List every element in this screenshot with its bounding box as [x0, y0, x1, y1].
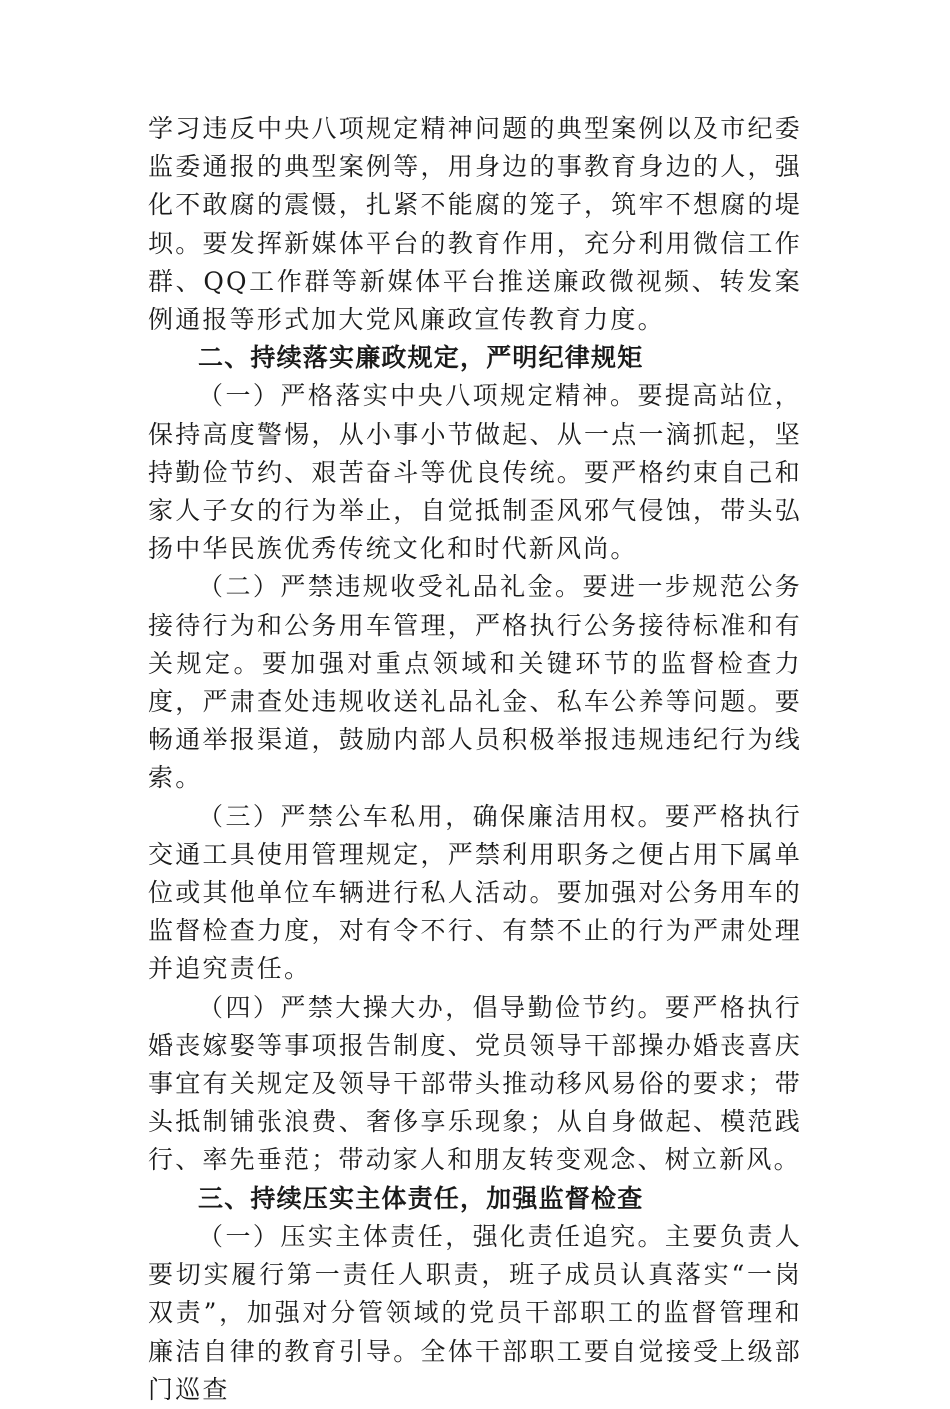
item-body-2-3: 要严格执行交通工具使用管理规定，严禁利用职务之便占用下属单位或其他单位车辆进行私人活动。要加强对公务用车的监督检查力度，对有令不行、有禁不止的行为严肃处理并追究责任。	[148, 801, 802, 984]
paragraph-item-2-3	[148, 798, 802, 989]
paragraph-item-2-2	[148, 568, 802, 797]
item-lead-2-3: （三）严禁公车私用，确保廉洁用权。	[198, 801, 665, 831]
item-lead-2-1: （一）严格落实中央八项规定精神。	[198, 381, 638, 411]
item-body-2-1: 要提高站位，保持高度警惕，从小事小节做起、从一点一滴抓起，坚持勤俭节约、艰苦奋斗等优良传统。要严格约束自己和家人子女的行为举止，自觉抵制歪风邪气侵蚀，带头弘扬中华民族优秀传统文化和时代新风尚。	[148, 381, 803, 564]
paragraph-education-continuation: 学习违反中央八项规定精神问题的典型案例以及市纪委监委通报的典型案例等，用身边的事教育身边的人，强化不敢腐的震慑，扎紧不能腐的笼子，筑牢不想腐的堤坝。要发挥新媒体平台的教育作用，充分利用微信工作群、QQ工作群等新媒体平台推送廉政微视频、转发案例通报等形式加大党风廉政宣传教育力度。	[148, 114, 802, 335]
item-lead-2-4: （四）严禁大操大办，倡导勤俭节约。	[198, 992, 665, 1022]
item-lead-2-2: （二）严禁违规收受礼品礼金。	[198, 572, 583, 602]
document-body	[148, 110, 802, 1409]
item-body-2-4: 要严格执行婚丧嫁娶等事项报告制度、党员领导干部操办婚丧喜庆事宜有关规定及领导干部带头推动移风易俗的要求；带头抵制铺张浪费、奢侈享乐现象；从自身做起、模范践行、率先垂范；带动家人和朋友转变观念、树立新风。	[148, 992, 802, 1175]
paragraph-item-2-1	[148, 377, 802, 568]
item-lead-3-1: （一）压实主体责任，强化责任追究。	[198, 1221, 665, 1251]
item-body-3-1: 主要负责人要切实履行第一责任人职责，班子成员认真落实“一岗双责”，加强对分管领域的党员干部职工的监督管理和廉洁自律的教育引导。全体干部职工要自觉接受上级部门巡查	[148, 1221, 802, 1404]
item-body-2-2: 要进一步规范公务接待行为和公务用车管理，严格执行公务接待标准和有关规定。要加强对重点领域和关键环节的监督检查力度，严肃查处违规收送礼品礼金、私车公养等问题。要畅通举报渠道，鼓励内部人员积极举报违规违纪行为线索。	[148, 572, 802, 793]
paragraph-item-2-4	[148, 989, 802, 1180]
paragraph-item-3-1	[148, 1218, 802, 1409]
section-heading-2: 二、持续落实廉政规定，严明纪律规矩	[198, 343, 644, 373]
section-heading-3: 三、持续压实主体责任，加强监督检查	[198, 1183, 644, 1213]
